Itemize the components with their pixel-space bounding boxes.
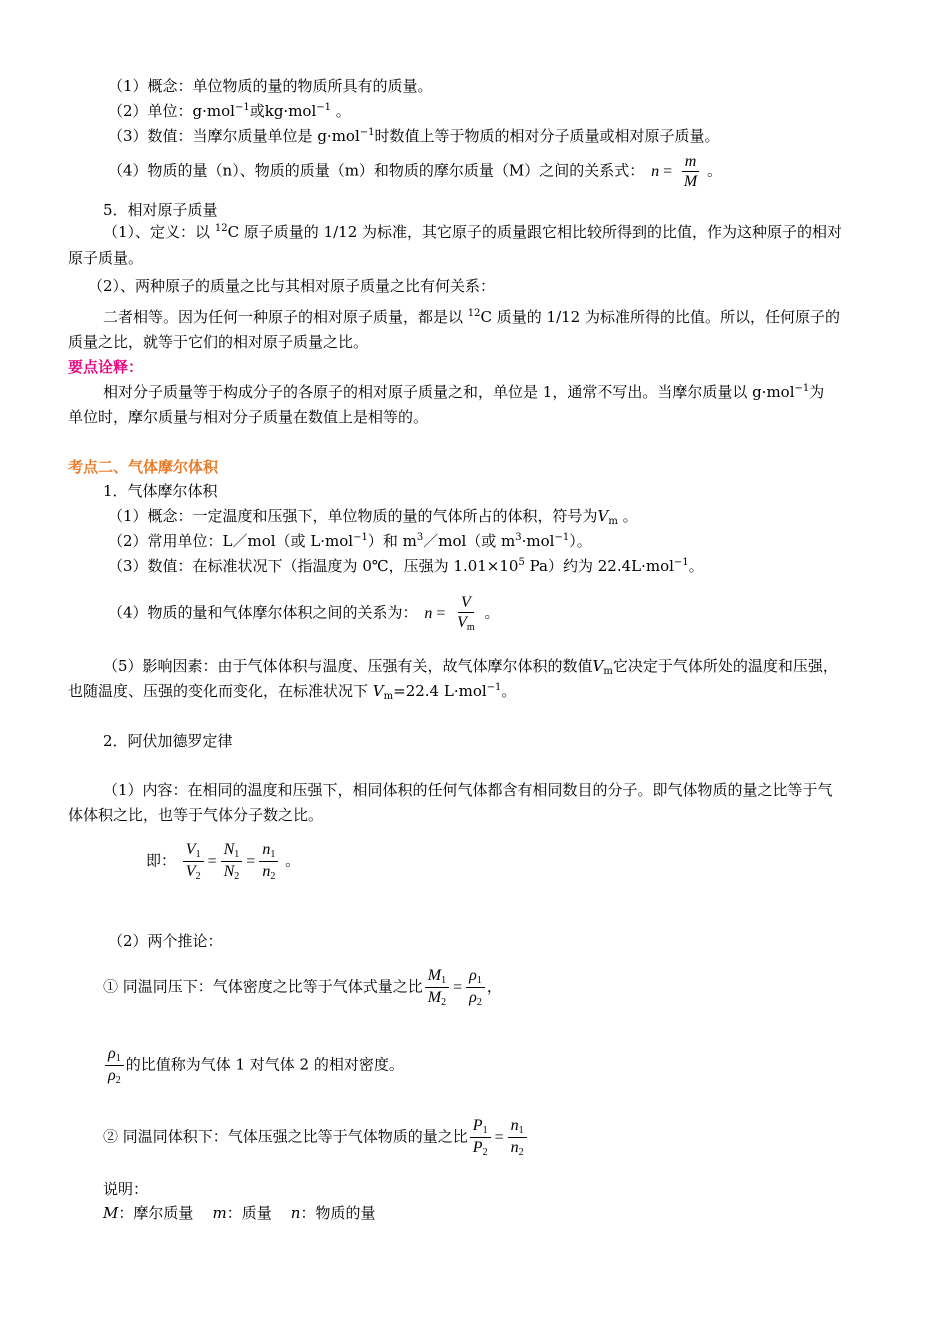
molar-mass-relation: （4）物质的量（n）、物质的质量（m）和物质的摩尔质量（M）之间的关系式： n = $\frac{m}{M}$ 。 bbox=[108, 153, 723, 191]
molar-mass-concept: （1）概念：单位物质的量的物质所具有的质量。 bbox=[108, 77, 433, 95]
pressure-ratio-fraction: $\frac{P1}{P2}$ bbox=[470, 1116, 491, 1159]
avogadro-content-line2: 体体积之比，也等于气体分子数之比。 bbox=[68, 806, 324, 824]
mole-ratio-fraction-2: $\frac{n1}{n2}$ bbox=[508, 1116, 527, 1159]
relative-density-fraction: $\frac{\rho 1}{\rho 2}$ bbox=[105, 1044, 124, 1087]
relative-atomic-mass-def-line1: （1）、定义：以 $^{12}$C 原子质量的 1/12 为标准，其它原子的质量跟它相比较所得到的比值，作为这种原子的相对 bbox=[103, 223, 843, 241]
relative-density-note: $\frac{\rho 1}{\rho 2}$ 的比值称为气体 1 对气体 2 的相对密度。 bbox=[103, 1044, 404, 1087]
relative-atomic-mass-answer-line1: 二者相等。因为任何一种原子的相对原子质量，都是以 $^{12}$C 质量的 1/12 为标准所得的比值。所以，任何原子的 bbox=[103, 308, 840, 326]
density-ratio-fraction: $\frac{\rho 1}{\rho 2}$ bbox=[466, 966, 485, 1009]
relative-atomic-mass-def-line2: 原子质量。 bbox=[68, 249, 144, 267]
relative-atomic-mass-question: （2）、两种原子的质量之比与其相对原子质量之比有何关系： bbox=[88, 277, 496, 295]
gas-molar-volume-concept: （1）概念：一定温度和压强下，单位物质的量的气体所占的体积，符号为$V_m$ 。 bbox=[108, 507, 638, 527]
molar-mass-unit: （2）单位：g·mol$^{-1}$或kg·mol$^{-1}$ 。 bbox=[108, 102, 351, 120]
key-points-label: 要点诠释： bbox=[68, 358, 144, 376]
gas-molar-volume-factor-line2: 也随温度、压强的变化而变化，在标准状况下 $V_m=22.4$ L·mol$^{-1}$。 bbox=[68, 682, 517, 702]
molecule-ratio-fraction: $\frac{N1}{N2}$ bbox=[221, 840, 243, 883]
gas-molar-volume-unit: （2）常用单位：L／mol（或 L·mol$^{-1}$）和 $m^3/mol$（或 $m^3\cdot mol^{-1}$）。 bbox=[108, 532, 592, 550]
gas-volume-fraction: $\frac{V}{Vm}$ bbox=[457, 594, 475, 634]
relative-atomic-mass-heading: 5．相对原子质量 bbox=[103, 201, 218, 219]
key-points-line1: 相对分子质量等于构成分子的各原子的相对原子质量之和，单位是 1，通常不写出。当摩尔质量以 g·mol$^{-1}$为 bbox=[103, 383, 825, 401]
mole-ratio-fraction: $\frac{n1}{n2}$ bbox=[259, 840, 278, 883]
gas-molar-volume-factor-line1: （5）影响因素：由于气体体积与温度、压强有关，故气体摩尔体积的数值$V_m$它决定于气体所处的温度和压强， bbox=[103, 657, 838, 677]
molar-mass-value: （3）数值：当摩尔质量单位是 g·mol$^{-1}$时数值上等于物质的相对分子质量或相对原子质量。 bbox=[108, 127, 720, 145]
avogadro-content-line1: （1）内容：在相同的温度和压强下，相同体积的任何气体都含有相同数目的分子。即气体物质的量之比等于气 bbox=[103, 781, 833, 799]
section2-heading: 考点二、气体摩尔体积 bbox=[68, 458, 219, 476]
notes-line: M：摩尔质量 m：质量 n：物质的量 bbox=[103, 1204, 376, 1222]
avogadro-heading: 2．阿伏加德罗定律 bbox=[103, 732, 233, 750]
molar-mass-ratio-fraction: $\frac{M1}{M2}$ bbox=[425, 966, 449, 1009]
volume-ratio-fraction: $\frac{V1}{V2}$ bbox=[183, 840, 204, 883]
gas-molar-volume-heading: 1．气体摩尔体积 bbox=[103, 482, 218, 500]
inference-1: ① 同温同压下：气体密度之比等于气体式量之比 $\frac{M1}{M2}$ = $\frac{\rho 1}{\rho 2}$ ， bbox=[103, 967, 502, 1008]
avogadro-formula: 即： $\frac{V1}{V2}$ = $\frac{N1}{N2}$ = $\frac{n1}{n2}$ 。 bbox=[146, 841, 301, 882]
inference-2: ② 同温同体积下：气体压强之比等于气体物质的量之比 $\frac{P1}{P2}$ = $\frac{n1}{n2}$ bbox=[103, 1116, 529, 1159]
molar-mass-fraction: $\frac{m}{M}$ bbox=[681, 152, 700, 191]
gas-molar-volume-relation: （4）物质的量和气体摩尔体积之间的关系为： n = $\frac{V}{Vm}$ 。 bbox=[108, 594, 500, 634]
relative-atomic-mass-answer-line2: 质量之比，就等于它们的相对原子质量之比。 bbox=[68, 333, 369, 351]
notes-label: 说明： bbox=[103, 1180, 149, 1198]
gas-molar-volume-value: （3）数值：在标准状况下（指温度为 0℃，压强为 $1.01\times 10^5$ Pa）约为 22.4L·mol$^{-1}$。 bbox=[108, 557, 704, 575]
key-points-line2: 单位时，摩尔质量与相对分子质量在数值上是相等的。 bbox=[68, 408, 429, 426]
avogadro-inferences: （2）两个推论： bbox=[108, 932, 223, 950]
